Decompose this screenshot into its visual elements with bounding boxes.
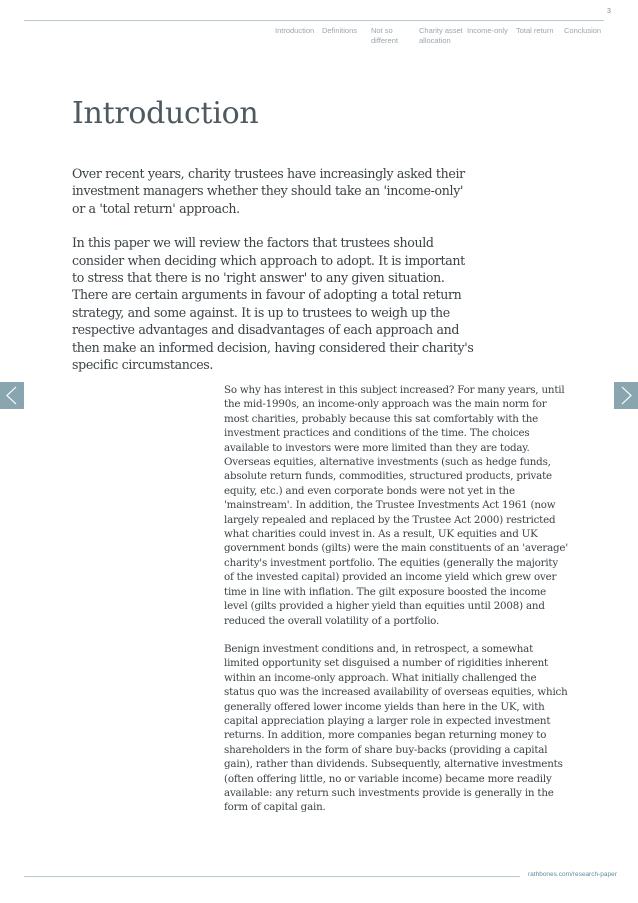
- chevron-right-icon: [614, 382, 638, 409]
- next-page-button[interactable]: [614, 382, 638, 409]
- footer-rule: [24, 876, 520, 877]
- footer-website-link[interactable]: rathbones.com/research-paper: [528, 871, 617, 878]
- nav-not-so-different[interactable]: Not so different: [371, 26, 398, 45]
- nav-conclusion[interactable]: Conclusion: [564, 26, 602, 35]
- chevron-left-icon: [0, 382, 24, 409]
- intro-text: [72, 165, 477, 390]
- header-rule: [24, 20, 604, 21]
- nav-definitions[interactable]: Definitions: [322, 26, 358, 35]
- intro-paragraph: In this paper we will review the factors that trustees should consider when deciding which approach to adopt. It is important to stress that there is no 'right answer' to any given situation. There are certain arguments in favour of adopting a total return strategy, and some against. It is up to trustees to weigh up the respective advantages and disadvantages of each approach and then make an informed decision, having considered their charity's specific circumstances.: [72, 235, 474, 373]
- body-paragraph: So why has interest in this subject increased? For many years, until the mid-1990s, an income-only approach was the main norm for most charities, probably because this sat comfortably with the investment practices and conditions of the time. The choices available to investors were more limited than they are today. Overseas equities, alternative investments (such as hedge funds, absolute return funds, commodities, structured products, private equity, etc.) and even corporate bonds were not yet in the 'mainstream'. In addition, the Trustee Investments Act 1961 (now largely repealed and replaced by the Trustee Act 2000) restricted what charities could invest in. As a result, UK equities and UK government bonds (gilts) were the main constituents of an 'average' charity's investment portfolio. The equities (generally the majority of the invested capital) provided an income yield which grew over time in line with inflation. The gilt exposure boosted the income level (gilts provided a higher yield than equities until 2008) and reduced the overall volatility of a portfolio.: [224, 384, 568, 627]
- body-paragraph: Benign investment conditions and, in retrospect, a somewhat limited opportunity set disguised a number of rigidities inherent within an income-only approach. What initially challenged the status quo was the increased availability of overseas equities, which generally offered lower income yields than here in the UK, with capital appreciation playing a larger role in expected investment returns. In addition, more companies began returning money to shareholders in the form of share buy-backs (providing a capital gain), rather than dividends. Subsequently, alternative investments (often offering little, no or variable income) became more readily available: any return such investments provide is generally in the form of capital gain.: [224, 642, 568, 814]
- prev-page-button[interactable]: [0, 382, 24, 409]
- nav-introduction[interactable]: Introduction: [275, 26, 315, 35]
- nav-income-only[interactable]: Income-only: [467, 26, 508, 35]
- section-nav: [0, 26, 638, 50]
- page-number: 3: [607, 8, 611, 15]
- page-title: Introduction: [72, 96, 259, 131]
- nav-charity-asset-allocation[interactable]: Charity asset allocation: [419, 26, 463, 45]
- intro-paragraph: Over recent years, charity trustees have increasingly asked their investment managers whether they should take an 'income-only' or a 'total return' approach.: [72, 166, 465, 216]
- nav-total-return[interactable]: Total return: [516, 26, 554, 35]
- body-text: [224, 383, 569, 829]
